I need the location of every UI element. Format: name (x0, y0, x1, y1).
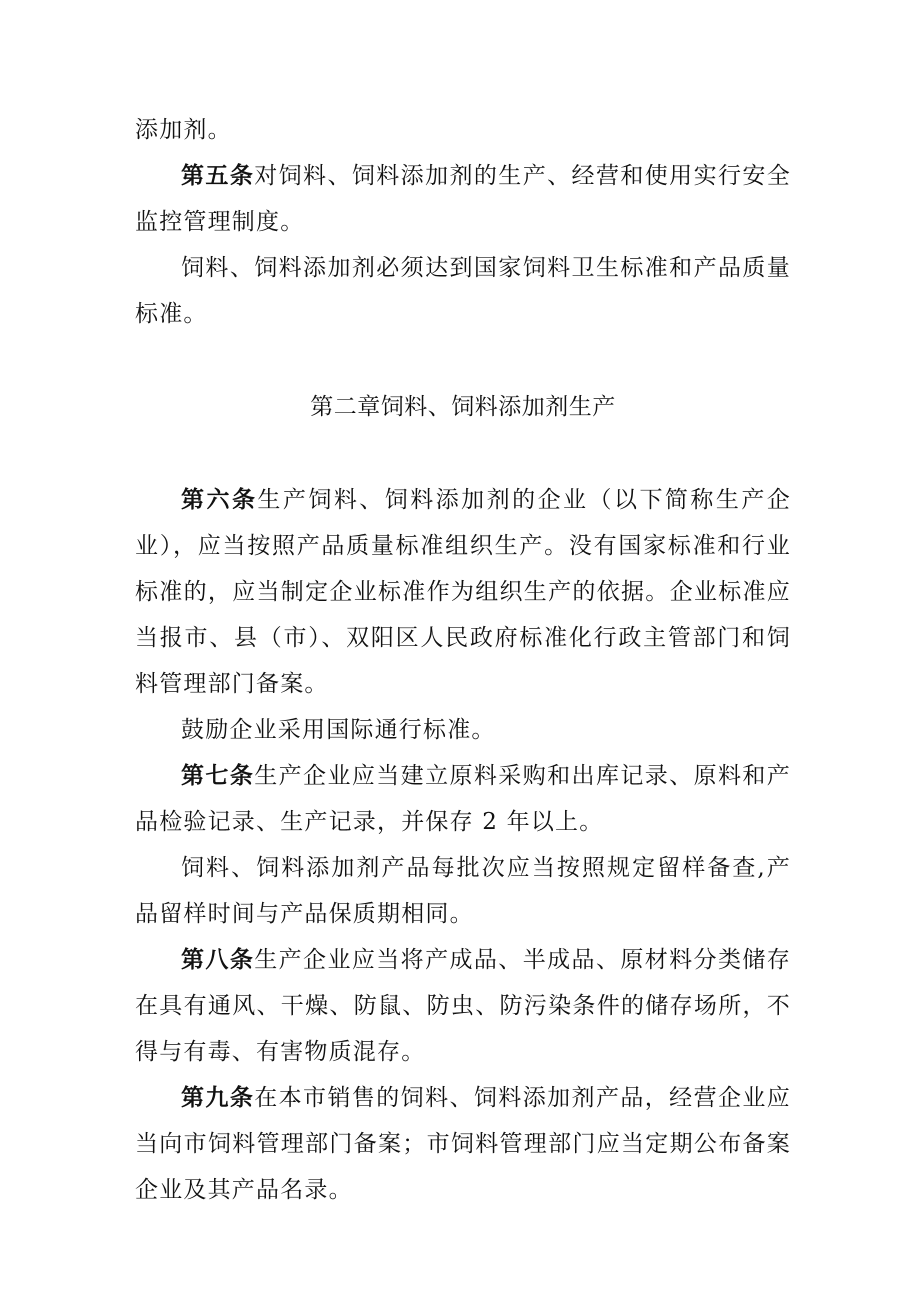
article-5 (135, 153, 791, 245)
article-7-text: 生产企业应当建立原料采购和出库记录、原料和产品检验记录、生产记录，并保存 2 年以上。 (135, 763, 791, 835)
article-6-label: 第六条 (181, 487, 258, 513)
article-6-text: 生产饲料、饲料添加剂的企业（以下简称生产企业），应当按照产品质量标准组织生产。没有国家标准和行业标准的，应当制定企业标准作为组织生产的依据。企业标准应当报市、县（市）、双阳区人民政府标准化行政主管部门和饲料管理部门备案。 (135, 487, 792, 697)
paragraph-continuation: 添加剂。 (135, 117, 232, 143)
article-7-paragraph-2: 饲料、饲料添加剂产品每批次应当按照规定留样备查,产品留样时间与产品保质期相同。 (135, 855, 791, 927)
chapter-heading: 第二章饲料、饲料添加剂生产 (310, 394, 616, 420)
article-7 (135, 753, 791, 845)
article-5-paragraph-2: 饲料、饲料添加剂必须达到国家饲料卫生标准和产品质量标准。 (135, 255, 791, 327)
article-5-label: 第五条 (181, 163, 255, 189)
document-page (135, 107, 791, 1213)
article-8-label: 第八条 (181, 947, 255, 973)
article-8 (135, 937, 791, 1075)
article-8-text: 生产企业应当将产成品、半成品、原材料分类储存在具有通风、干燥、防鼠、防虫、防污染条件的储存场所，不得与有毒、有害物质混存。 (135, 947, 791, 1065)
article-6-paragraph-2: 鼓励企业采用国际通行标准。 (181, 717, 496, 743)
article-7-label: 第七条 (181, 763, 255, 789)
article-9 (135, 1075, 791, 1213)
article-9-text: 在本市销售的饲料、饲料添加剂产品，经营企业应当向市饲料管理部门备案；市饲料管理部门应当定期公布备案企业及其产品名录。 (135, 1085, 791, 1203)
article-6 (135, 477, 791, 707)
article-5-text: 对饲料、饲料添加剂的生产、经营和使用实行安全监控管理制度。 (135, 163, 791, 235)
article-9-label: 第九条 (181, 1085, 255, 1111)
